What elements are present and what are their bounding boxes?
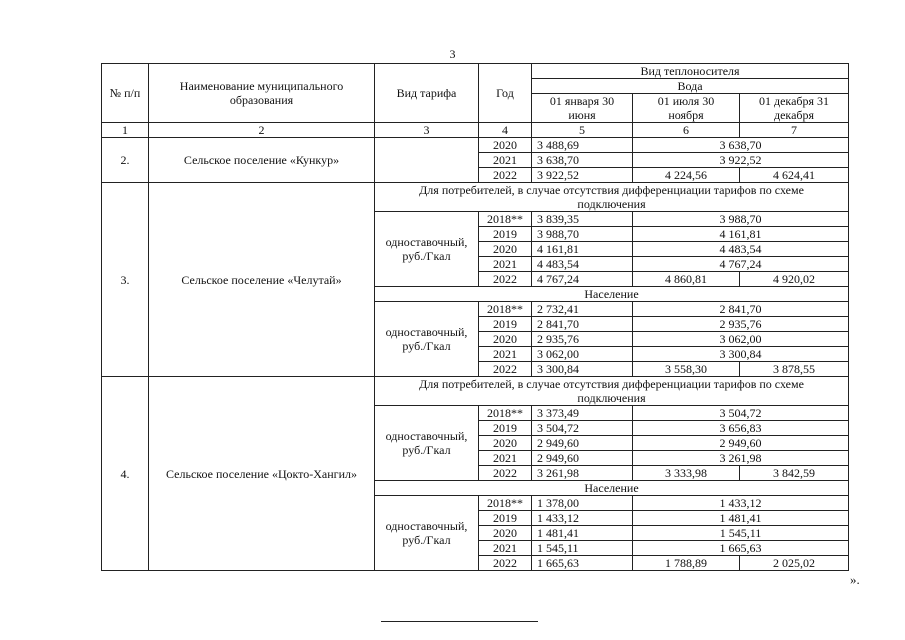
tariff-value-period-2-3: 1 433,12 [633, 496, 849, 511]
tariff-value-period-2: 4 224,56 [633, 168, 740, 183]
tariff-type-empty [375, 138, 479, 183]
tariff-value-period-1: 1 433,12 [532, 511, 633, 526]
tariff-table-body [102, 64, 849, 571]
year-cell: 2021 [479, 153, 532, 168]
row-number: 4. [102, 377, 149, 571]
tariff-value-period-1: 1 545,11 [532, 541, 633, 556]
table-row [102, 377, 849, 406]
tariff-value-period-2-3: 3 504,72 [633, 406, 849, 421]
section-title-population: Население [375, 287, 849, 302]
tariff-value-period-1: 1 481,41 [532, 526, 633, 541]
tariff-type-cell: одноставочный, руб./Гкал [375, 212, 479, 287]
year-cell: 2020 [479, 242, 532, 257]
tariff-value-period-1: 4 483,54 [532, 257, 633, 272]
header-num: № п/п [102, 64, 149, 123]
tariff-value-period-2-3: 4 767,24 [633, 257, 849, 272]
tariff-value-period-2-3: 4 483,54 [633, 242, 849, 257]
header-period-1: 01 января 30 июня [532, 94, 633, 123]
year-cell: 2020 [479, 526, 532, 541]
tariff-value-period-1: 3 839,35 [532, 212, 633, 227]
tariff-value-period-1: 3 922,52 [532, 168, 633, 183]
tariff-value-period-2-3: 2 935,76 [633, 317, 849, 332]
table-row [102, 183, 849, 212]
tariff-value-period-1: 3 062,00 [532, 347, 633, 362]
tariff-value-period-3: 4 624,41 [740, 168, 849, 183]
tariff-value-period-1: 3 638,70 [532, 153, 633, 168]
tariff-value-period-1: 1 378,00 [532, 496, 633, 511]
section-title-consumers: Для потребителей, в случае отсутствия дифференциации тарифов по схеме подключения [375, 183, 849, 212]
tariff-value-period-1: 4 767,24 [532, 272, 633, 287]
tariff-value-period-2: 3 333,98 [633, 466, 740, 481]
tariff-value-period-2: 1 788,89 [633, 556, 740, 571]
year-cell: 2019 [479, 511, 532, 526]
column-number: 2 [149, 123, 375, 138]
tariff-table [101, 63, 849, 571]
column-number: 7 [740, 123, 849, 138]
tariff-value-period-2-3: 3 261,98 [633, 451, 849, 466]
tariff-value-period-2-3: 2 841,70 [633, 302, 849, 317]
row-number: 2. [102, 138, 149, 183]
year-cell: 2022 [479, 272, 532, 287]
tariff-value-period-2-3: 3 922,52 [633, 153, 849, 168]
section-title-population: Население [375, 481, 849, 496]
tariff-value-period-1: 4 161,81 [532, 242, 633, 257]
year-cell: 2020 [479, 436, 532, 451]
municipality-name: Сельское поселение «Цокто-Хангил» [149, 377, 375, 571]
tariff-value-period-2-3: 3 988,70 [633, 212, 849, 227]
row-number: 3. [102, 183, 149, 377]
tariff-value-period-1: 2 841,70 [532, 317, 633, 332]
tariff-value-period-2-3: 3 062,00 [633, 332, 849, 347]
column-number-row [102, 123, 849, 138]
tariff-value-period-1: 3 488,69 [532, 138, 633, 153]
page-number: 3 [449, 47, 456, 61]
year-cell: 2021 [479, 257, 532, 272]
tariff-value-period-2-3: 2 949,60 [633, 436, 849, 451]
tariff-value-period-1: 3 261,98 [532, 466, 633, 481]
year-cell: 2020 [479, 138, 532, 153]
tariff-value-period-2-3: 1 545,11 [633, 526, 849, 541]
tariff-value-period-3: 3 878,55 [740, 362, 849, 377]
year-cell: 2019 [479, 227, 532, 242]
municipality-name: Сельское поселение «Челутай» [149, 183, 375, 377]
section-title-consumers: Для потребителей, в случае отсутствия дифференциации тарифов по схеме подключения [375, 377, 849, 406]
tariff-value-period-1: 2 949,60 [532, 451, 633, 466]
tariff-value-period-1: 1 665,63 [532, 556, 633, 571]
tariff-value-period-1: 3 373,49 [532, 406, 633, 421]
tariff-value-period-2-3: 4 161,81 [633, 227, 849, 242]
year-cell: 2019 [479, 421, 532, 436]
year-cell: 2022 [479, 466, 532, 481]
tariff-value-period-1: 2 732,41 [532, 302, 633, 317]
tariff-value-period-2: 4 860,81 [633, 272, 740, 287]
tariff-value-period-3: 4 920,02 [740, 272, 849, 287]
column-number: 1 [102, 123, 149, 138]
year-cell: 2021 [479, 541, 532, 556]
tariff-value-period-1: 3 504,72 [532, 421, 633, 436]
year-cell: 2018** [479, 496, 532, 511]
tariff-value-period-2-3: 1 665,63 [633, 541, 849, 556]
header-period-2: 01 июля 30 ноября [633, 94, 740, 123]
closing-quote-mark: ». [850, 572, 860, 587]
year-cell: 2021 [479, 451, 532, 466]
year-cell: 2019 [479, 317, 532, 332]
column-number: 5 [532, 123, 633, 138]
column-number: 4 [479, 123, 532, 138]
footer-divider-line [381, 621, 538, 622]
tariff-type-cell: одноставочный, руб./Гкал [375, 302, 479, 377]
year-cell: 2020 [479, 332, 532, 347]
column-number: 6 [633, 123, 740, 138]
header-year: Год [479, 64, 532, 123]
table-row [102, 138, 849, 153]
year-cell: 2022 [479, 362, 532, 377]
tariff-value-period-2-3: 1 481,41 [633, 511, 849, 526]
header-water: Вода [532, 79, 849, 94]
tariff-value-period-1: 3 300,84 [532, 362, 633, 377]
tariff-value-period-3: 2 025,02 [740, 556, 849, 571]
tariff-value-period-2-3: 3 300,84 [633, 347, 849, 362]
header-tariff-type: Вид тарифа [375, 64, 479, 123]
tariff-type-cell: одноставочный, руб./Гкал [375, 406, 479, 481]
year-cell: 2022 [479, 556, 532, 571]
tariff-value-period-1: 2 949,60 [532, 436, 633, 451]
year-cell: 2018** [479, 212, 532, 227]
header-row-1 [102, 64, 849, 79]
header-period-3: 01 декабря 31 декабря [740, 94, 849, 123]
tariff-value-period-2: 3 558,30 [633, 362, 740, 377]
year-cell: 2021 [479, 347, 532, 362]
column-number: 3 [375, 123, 479, 138]
header-municipality: Наименование муниципального образования [149, 64, 375, 123]
year-cell: 2018** [479, 406, 532, 421]
tariff-value-period-1: 3 988,70 [532, 227, 633, 242]
year-cell: 2018** [479, 302, 532, 317]
tariff-value-period-2-3: 3 656,83 [633, 421, 849, 436]
header-carrier: Вид теплоносителя [532, 64, 849, 79]
tariff-value-period-3: 3 842,59 [740, 466, 849, 481]
municipality-name: Сельское поселение «Кункур» [149, 138, 375, 183]
tariff-value-period-1: 2 935,76 [532, 332, 633, 347]
year-cell: 2022 [479, 168, 532, 183]
tariff-type-cell: одноставочный, руб./Гкал [375, 496, 479, 571]
tariff-value-period-2-3: 3 638,70 [633, 138, 849, 153]
